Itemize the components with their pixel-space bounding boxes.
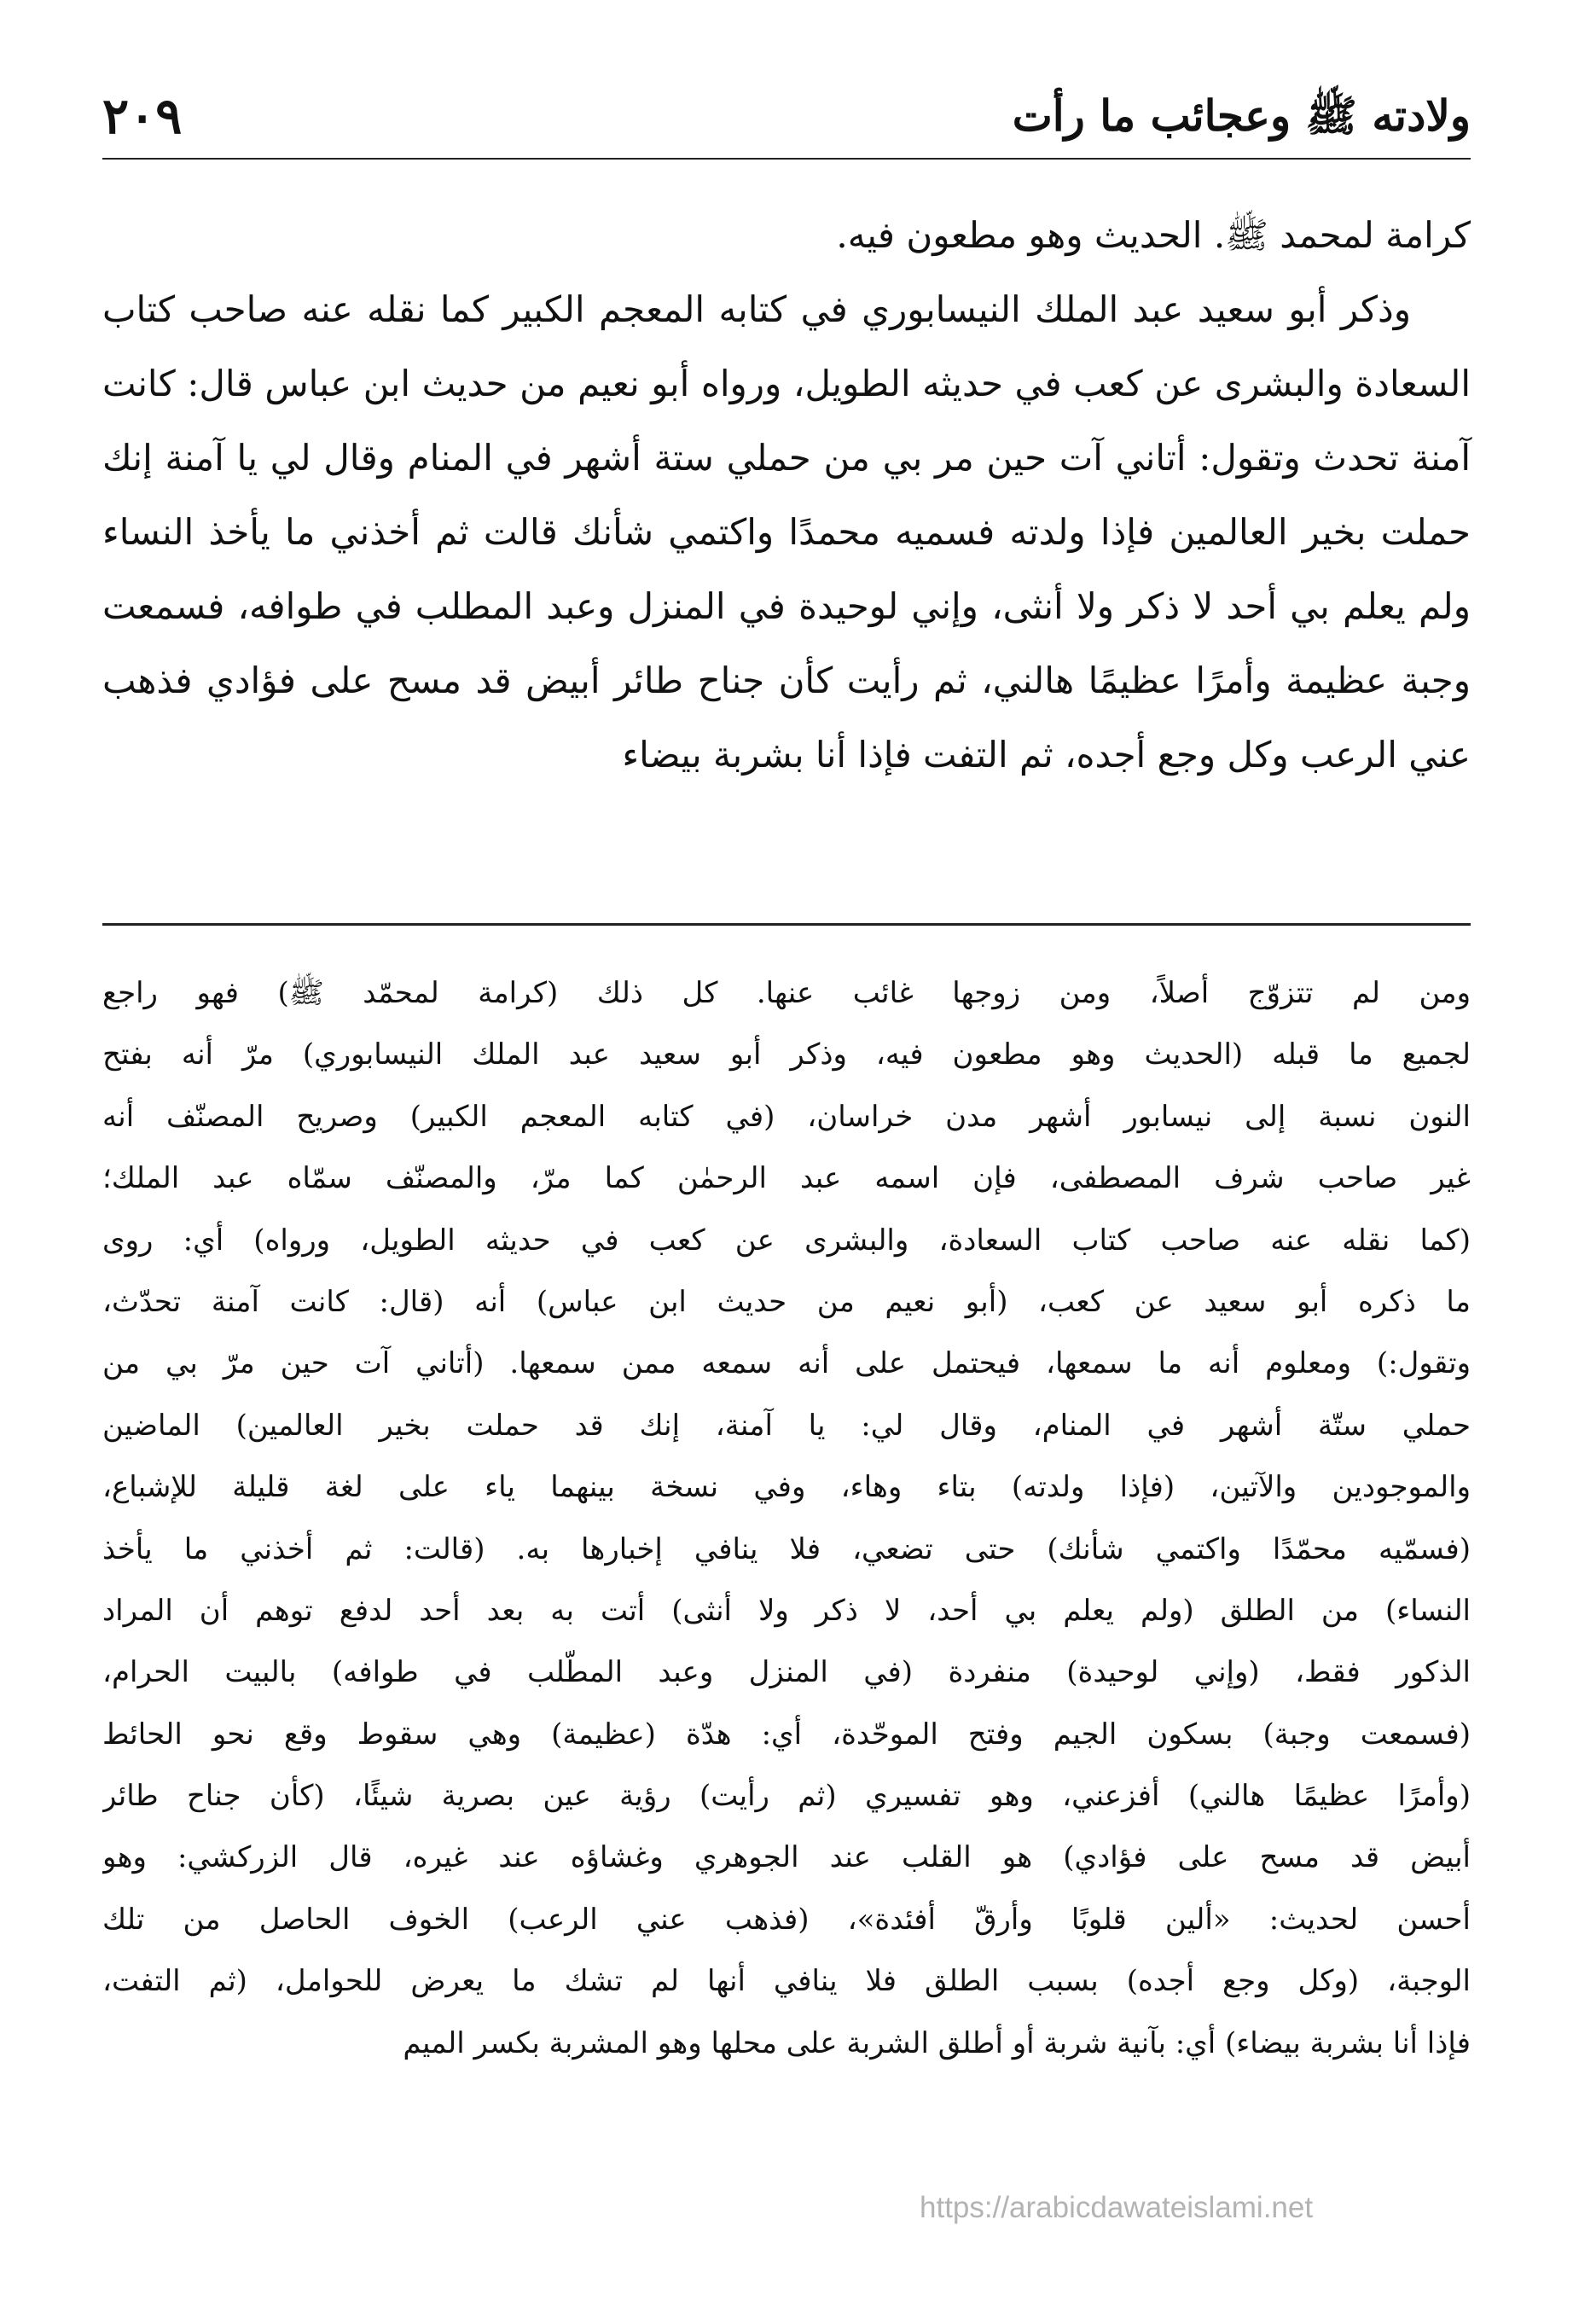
- commentary-line: أبيض قد مسح على فؤادي) هو القلب عند الجوهري وغشاؤه عند غيره، قال الزركشي: وهو: [102, 1840, 1471, 1875]
- commentary-line: غير صاحب شرف المصطفى، فإن اسمه عبد الرحمٰن كما مرّ، والمصنّف سمّاه عبد الملك؛: [102, 1161, 1471, 1196]
- commentary-line: والموجودين والآتين، (فإذا ولدته) بتاء وهاء، وفي نسخة بينهما ياء على لغة قليلة للإشباع،: [102, 1470, 1471, 1505]
- commentary-line: لجميع ما قبله (الحديث وهو مطعون فيه، وذكر أبو سعيد عبد الملك النيسابوري) مرّ أنه بفتح: [102, 1037, 1471, 1072]
- watermark-url: https://arabicdawateislami.net: [920, 2191, 1314, 2224]
- commentary-line: حملي ستّة أشهر في المنام، وقال لي: يا آمنة، إنك قد حملت بخير العالمين) الماضين: [102, 1408, 1471, 1443]
- commentary-line: أحسن لحديث: «ألين قلوبًا وأرقّ أفئدة»، (فذهب عني الرعب) الخوف الحاصل من تلك: [102, 1902, 1471, 1937]
- commentary-line: وتقول:) ومعلوم أنه ما سمعها، فيحتمل على أنه سمعه ممن سمعها. (أتاني آت حين مرّ بي من: [102, 1346, 1471, 1381]
- page-number: ٢٠٩: [102, 87, 183, 145]
- main-text-paragraph: وذكر أبو سعيد عبد الملك النيسابوري في كتابه المعجم الكبير كما نقله عنه صاحب كتاب السعادة والبشرى عن كعب في حديثه الطويل، ورواه أبو نعيم من حديث ابن عباس قال: كانت آمنة تحدث وتقول: أتاني آت حين مر بي من حملي ستة أشهر في المنام وقال لي يا آمنة إنك حملت بخير العالمين فإذا ولدته فسميه محمدًا واكتمي شأنك قالت ثم أخذني ما يأخذ النساء ولم يعلم بي أحد لا ذكر ولا أنثى، وإني لوحيدة في المنزل وعبد المطلب في طوافه، فسمعت وجبة عظيمة وأمرًا عظيمًا هالني، ثم رأيت كأن جناح طائر أبيض قد مسح على فؤادي فذهب عني الرعب وكل وجع أجده، ثم التفت فإذا أنا بشربة بيضاء: [102, 288, 1471, 776]
- header-divider: [102, 158, 1471, 160]
- commentary-line: النساء) من الطلق (ولم يعلم بي أحد، لا ذكر ولا أنثى) أتت به بعد أحد لدفع توهم أن المراد: [102, 1593, 1471, 1628]
- commentary-line: ومن لم تتزوّج أصلاً، ومن زوجها غائب عنها. كل ذلك (كرامة لمحمّد ﷺ) فهو راجع: [102, 976, 1471, 1010]
- running-title: ولادته ﷺ وعجائب ما رأت: [1012, 90, 1471, 141]
- main-text-block: [102, 198, 1471, 792]
- page-header: [102, 82, 1471, 150]
- commentary-line: النون نسبة إلى نيسابور أشهر مدن خراسان، (في كتابه المعجم الكبير) وصريح المصنّف أنه: [102, 1099, 1471, 1134]
- commentary-line: الوجبة، (وكل وجع أجده) بسبب الطلق فلا ينافي أنها لم تشك ما يعرض للحوامل، (ثم التفت،: [102, 1964, 1471, 1999]
- commentary-line: (فسمّيه محمّدًا واكتمي شأنك) حتى تضعي، فلا ينافي إخبارها به. (قالت: ثم أخذني ما يأخذ: [102, 1531, 1471, 1566]
- commentary-line: (وأمرًا عظيمًا هالني) أفزعني، وهو تفسيري (ثم رأيت) رؤية عين بصرية شيئًا، (كأن جناح طائر: [102, 1779, 1471, 1814]
- commentary-divider: [102, 923, 1471, 926]
- commentary-block: [102, 962, 1471, 2074]
- commentary-line: الذكور فقط، (وإني لوحيدة) منفردة (في المنزل وعبد المطّلب في طوافه) بالبيت الحرام،: [102, 1655, 1471, 1690]
- commentary-line: (كما نقله عنه صاحب كتاب السعادة، والبشرى عن كعب في حديثه الطويل، ورواه) أي: روى: [102, 1223, 1471, 1258]
- commentary-line: (فسمعت وجبة) بسكون الجيم وفتح الموحّدة، أي: هدّة (عظيمة) وهي سقوط وقع نحو الحائط: [102, 1717, 1471, 1752]
- commentary-line: فإذا أنا بشربة بيضاء) أي: بآنية شربة أو أطلق الشربة على محلها وهو المشربة بكسر الميم: [403, 2025, 1471, 2060]
- commentary-line: ما ذكره أبو سعيد عن كعب، (أبو نعيم من حديث ابن عباس) أنه (قال: كانت آمنة تحدّث،: [102, 1284, 1471, 1319]
- main-text-paragraph: كرامة لمحمد ﷺ. الحديث وهو مطعون فيه.: [836, 214, 1471, 256]
